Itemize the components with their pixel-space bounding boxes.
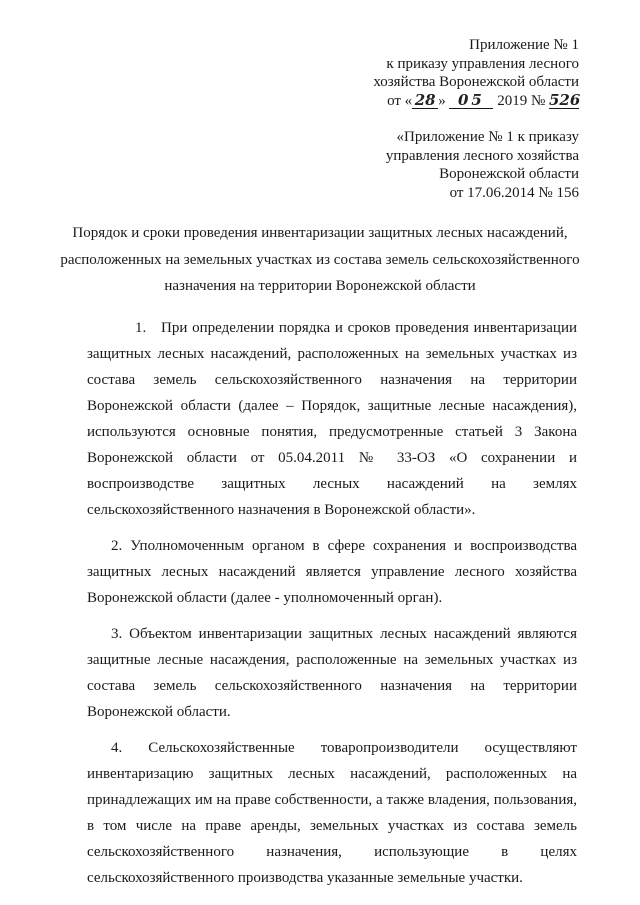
appendix-date-line (373, 92, 579, 111)
handwritten-day: 28 (412, 93, 438, 109)
appendix-authority: хозяйства Воронежской области (373, 74, 579, 90)
title-line-3: назначения на территории Воронежской области (164, 278, 476, 294)
paragraph-1-number: 1. (135, 320, 147, 336)
title-line-2: расположенных на земельных участках из состава земель сельскохозяйственного (60, 251, 580, 268)
prev-appendix-line3: Воронежской области (439, 166, 579, 182)
prev-appendix-line2: управления лесного хозяйства (385, 147, 579, 164)
appendix-header-previous (386, 128, 579, 202)
document-body (87, 315, 577, 901)
title-line-1: Порядок и сроки проведения инвентаризации защитных лесных насаждений, (72, 225, 568, 241)
paragraph-1 (87, 315, 577, 523)
handwritten-order-number: 526 (549, 90, 581, 109)
prev-appendix-line1: «Приложение № 1 к приказу (396, 129, 579, 145)
appendix-order-ref: к приказу управления лесного (386, 55, 579, 72)
paragraph-2: 2. Уполномоченным органом в сфере сохранения и воспроизводства защитных лесных насаждений является управление лесного хозяйства Воронежской области (далее - уполномоченный орган). (87, 538, 577, 606)
document-title (60, 220, 580, 300)
date-mid: » (438, 92, 446, 109)
date-year: 2019 № (497, 92, 546, 109)
handwritten-month: 05 (449, 93, 493, 109)
paragraph-3: 3. Объектом инвентаризации защитных лесных насаждений являются защитные лесные насаждения, расположенные на земельных участках из состава земель сельскохозяйственного назначения на территории Воронежской области. (87, 626, 577, 720)
appendix-header-current (373, 36, 579, 110)
appendix-number: Приложение № 1 (469, 37, 579, 53)
paragraph-4: 4. Сельскохозяйственные товаропроизводители осуществляют инвентаризацию защитных лесных насаждений, расположенных на принадлежащих им на праве собственности, а также владения, пользования, в том числе на праве аренды, земельных участках из состава земель сельскохозяйственного назначения, использующие в целях сельскохозяйственного производства указанные земельные участки. (87, 740, 577, 886)
prev-appendix-date: от 17.06.2014 № 156 (449, 184, 579, 201)
date-prefix: от « (387, 92, 413, 109)
paragraph-1-text: При определении порядка и сроков проведения инвентаризации защитных лесных насаждений, расположенных на земельных участках из состава земель сельскохозяйственного назначения на территории Воронежской области (далее – Порядок, защитные лесные насаждения), используются основные понятия, предусмотренные статьей 3 Закона Воронежской области от 05.04.2011 № 33-ОЗ «О сохранении и воспроизводстве защитных лесных насаждений на землях сельскохозяйственного назначения в Воронежской области». (87, 320, 577, 518)
